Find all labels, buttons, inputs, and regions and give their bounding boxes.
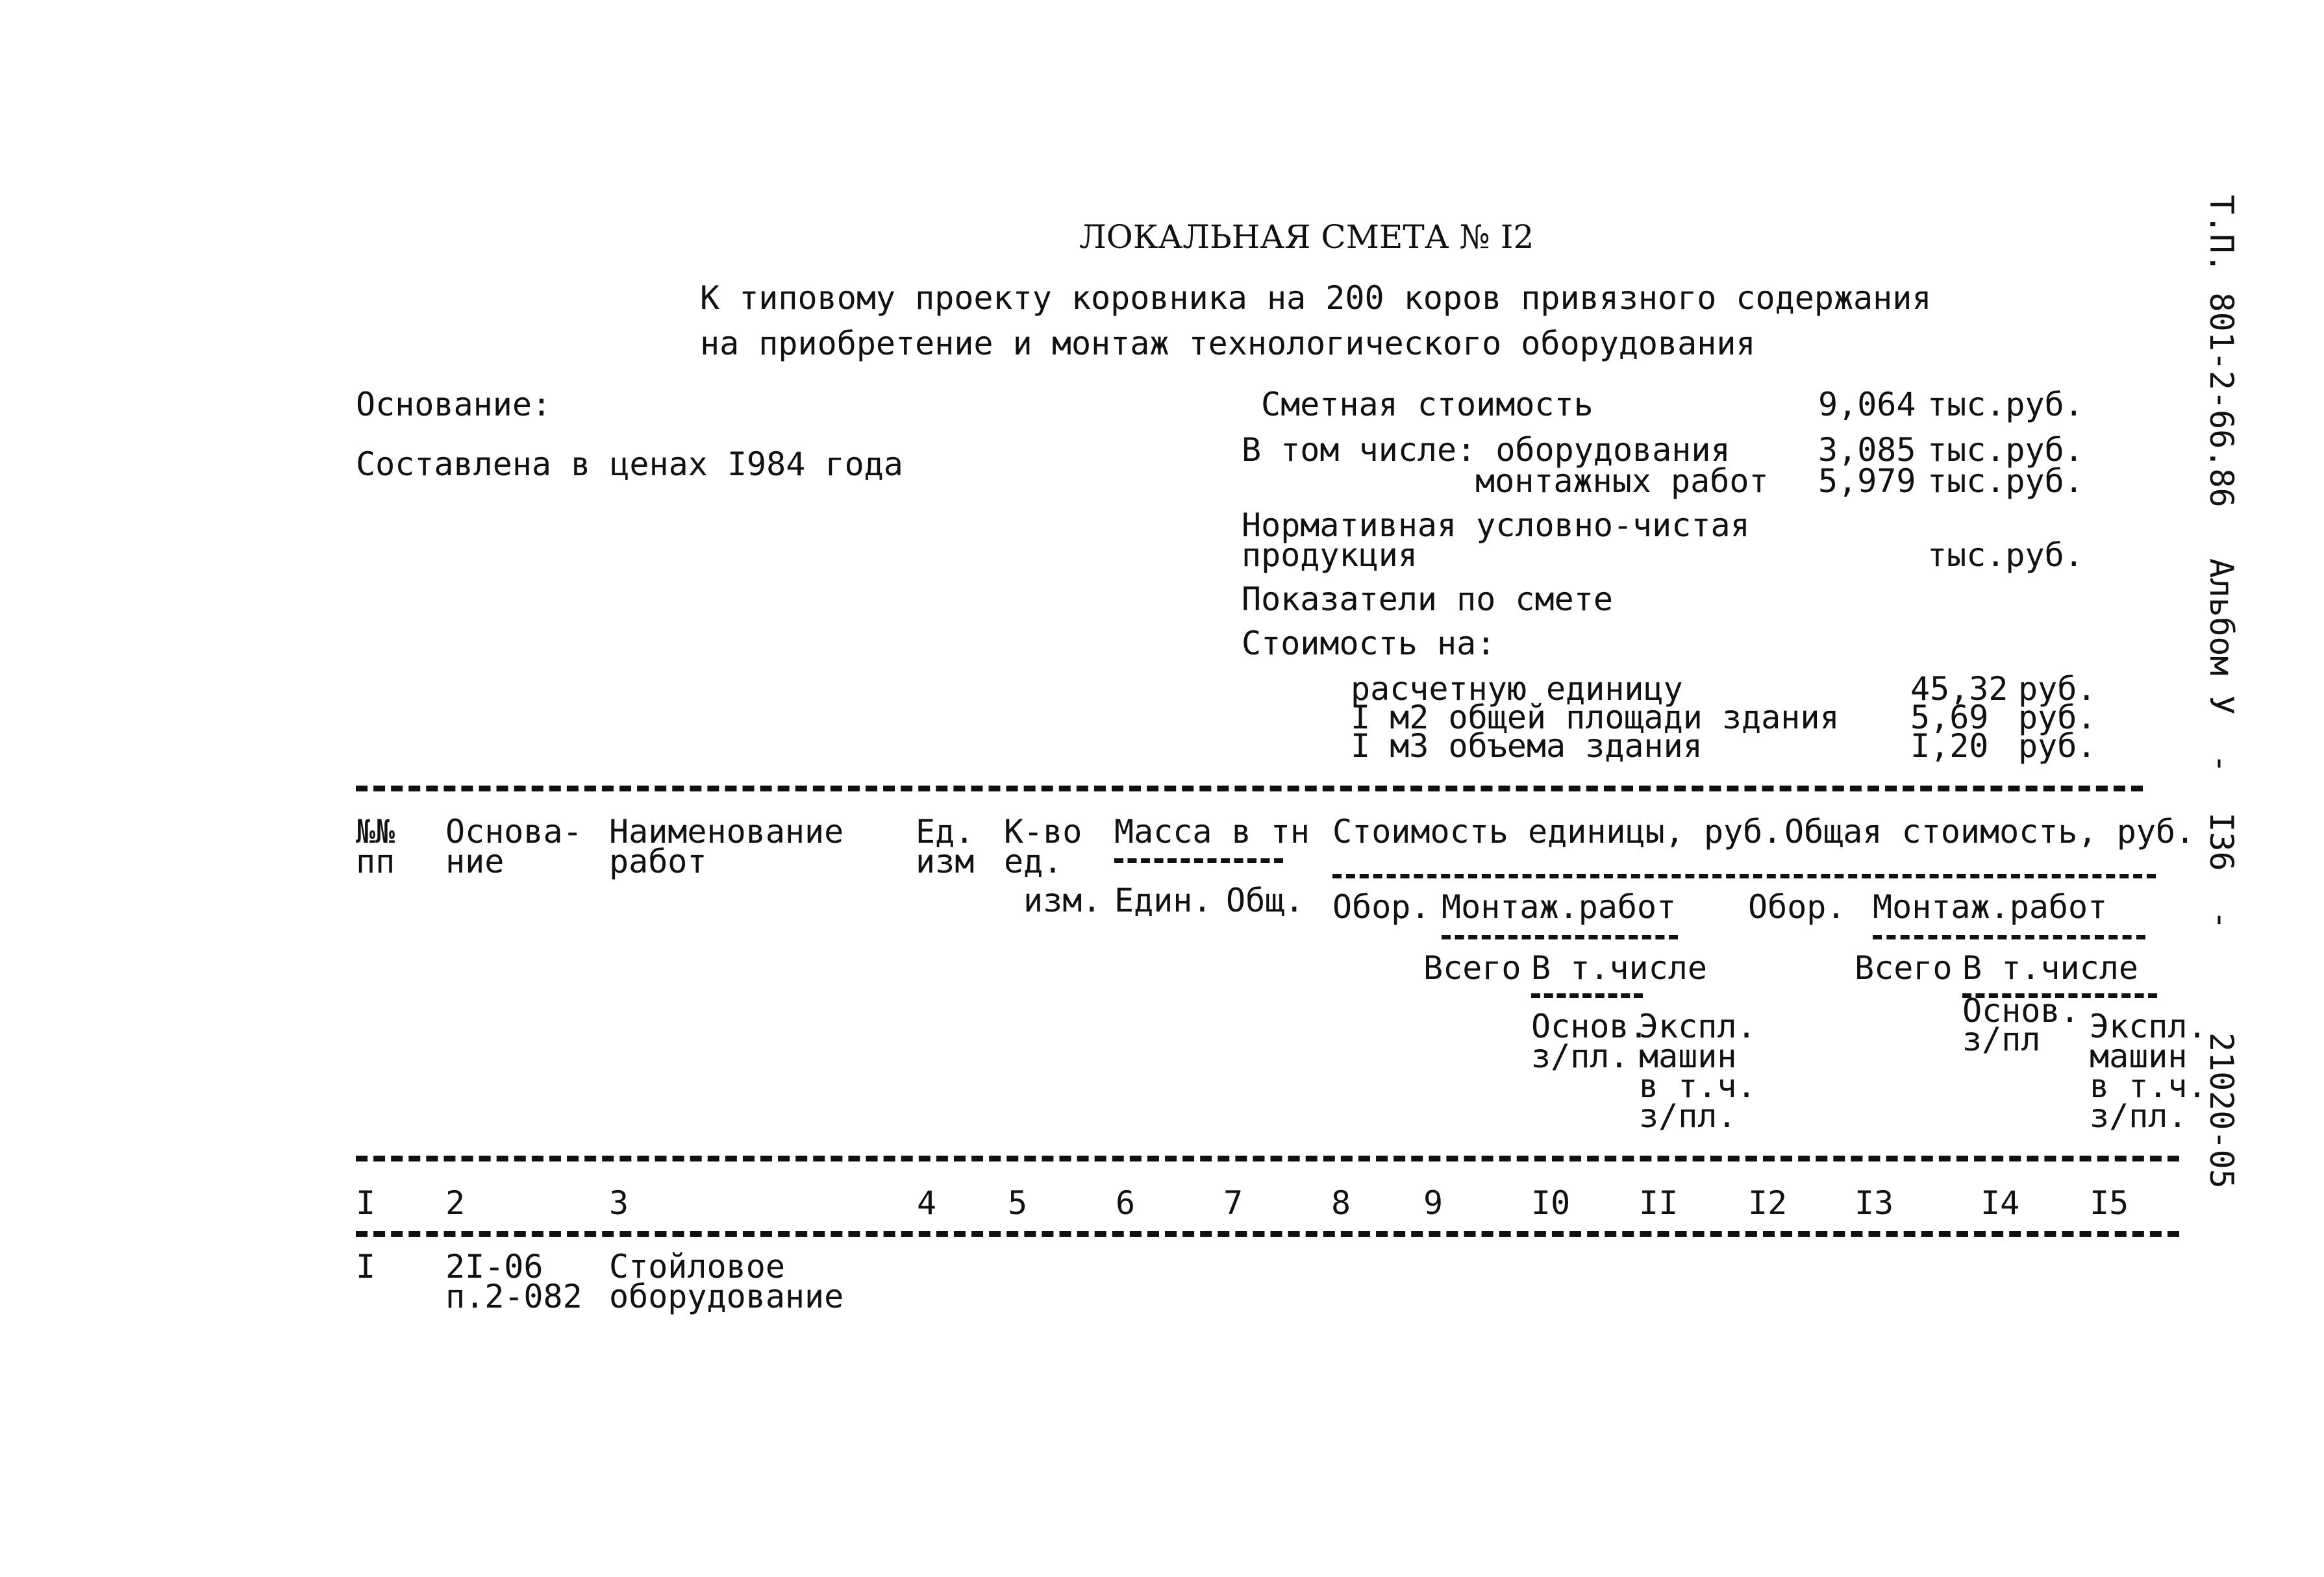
- col-qty-1: К-во: [1004, 813, 1082, 851]
- col-mass-unit: Един.: [1114, 882, 1212, 919]
- indicators-label: Показатели по смете: [1242, 580, 1613, 618]
- unit-machines-1: Экспл.: [1639, 1008, 1756, 1045]
- colnum: 3: [609, 1184, 629, 1222]
- equipment-value: 3,085: [1818, 431, 1916, 469]
- per-m3-value: I,20: [1910, 727, 1989, 765]
- unit-equip: Обор.: [1332, 888, 1431, 926]
- unit-base-wage-1: Основ.: [1531, 1008, 1649, 1045]
- colnum: 6: [1116, 1184, 1136, 1222]
- installation-value: 5,979: [1818, 462, 1916, 500]
- numbers-bottom-rule: [356, 1231, 2179, 1237]
- side-album: Альбом У - I36 -: [2203, 558, 2240, 930]
- unit-incl: В т.числе: [1531, 949, 1707, 987]
- colnum: I5: [2090, 1184, 2129, 1222]
- colnum: II: [1639, 1184, 1679, 1222]
- col-num-1: №№: [356, 813, 395, 851]
- colnum: 9: [1423, 1184, 1443, 1222]
- colnum: 5: [1008, 1184, 1028, 1222]
- side-project-code: Т.П. 801-2-66.86: [2203, 195, 2240, 508]
- col-qty-3: изм.: [1023, 882, 1102, 919]
- unit-machines-3: в т.ч.: [1639, 1067, 1756, 1105]
- col-mass-total: Общ.: [1226, 882, 1305, 919]
- unit-cost-header: Стоимость единицы, руб.: [1332, 813, 1782, 851]
- unit-total: Всего: [1423, 949, 1521, 987]
- total-install: Монтаж.работ: [1873, 888, 2108, 926]
- row-name-2: оборудование: [609, 1278, 844, 1315]
- unit-install-rule: [1442, 935, 1678, 939]
- col-name-1: Наименование: [609, 813, 844, 851]
- row-basis-2: п.2-082: [445, 1278, 582, 1315]
- col-num-2: пп: [356, 843, 395, 880]
- total-base-wage-2: з/пл: [1962, 1021, 2041, 1058]
- subtitle-line-2: на приобретение и монтаж технологического оборудования: [700, 325, 1756, 362]
- colnum: 2: [445, 1184, 466, 1222]
- row-num: I: [356, 1248, 376, 1285]
- normative-label-2: продукция: [1242, 536, 1418, 574]
- col-unit-2: изм: [916, 843, 975, 880]
- colnum: I0: [1531, 1184, 1571, 1222]
- unit-base-wage-2: з/пл.: [1531, 1037, 1629, 1075]
- per-m3-rub: руб.: [2018, 727, 2097, 765]
- subtitle-line-1: К типовому проекту коровника на 200 коров привязного содержания: [700, 279, 1932, 317]
- header-bottom-rule: [356, 1156, 2179, 1161]
- estimated-cost-unit: тыс.руб.: [1927, 386, 2084, 423]
- unit-machines-4: з/пл.: [1639, 1097, 1737, 1135]
- total-machines-3: в т.ч.: [2090, 1067, 2207, 1105]
- per-m2-label: I м2 общей площади здания: [1351, 699, 1840, 736]
- row-name-1: Стойловое: [609, 1248, 785, 1285]
- including-equipment-label: В том числе: оборудования: [1242, 431, 1731, 469]
- equipment-unit: тыс.руб.: [1927, 431, 2084, 469]
- total-equip: Обор.: [1748, 888, 1846, 926]
- colnum: I4: [1980, 1184, 2020, 1222]
- total-cost-header: Общая стоимость, руб.: [1784, 813, 2195, 851]
- per-unit-rub: руб.: [2018, 670, 2097, 708]
- total-base-wage-1: Основ.: [1962, 992, 2080, 1030]
- total-total: Всего: [1855, 949, 1953, 987]
- colnum: 7: [1223, 1184, 1243, 1222]
- side-document-code: 21020-05: [2203, 1032, 2240, 1189]
- per-m2-rub: руб.: [2018, 699, 2097, 736]
- total-incl: В т.числе: [1962, 949, 2138, 987]
- header-top-rule: [356, 786, 2143, 791]
- cost-rule: [1332, 874, 2156, 878]
- col-name-2: работ: [609, 843, 707, 880]
- installation-label: монтажных работ: [1475, 462, 1769, 500]
- col-basis-1: Основа-: [445, 813, 582, 851]
- per-m2-value: 5,69: [1910, 699, 1989, 736]
- total-machines-2: машин: [2090, 1037, 2188, 1075]
- colnum: I3: [1855, 1184, 1894, 1222]
- colnum: I2: [1748, 1184, 1788, 1222]
- normative-label-1: Нормативная условно-чистая: [1242, 506, 1750, 544]
- total-machines-1: Экспл.: [2090, 1008, 2207, 1045]
- cost-per-label: Стоимость на:: [1242, 625, 1496, 662]
- normative-unit: тыс.руб.: [1927, 536, 2084, 574]
- mass-rule: [1114, 858, 1283, 863]
- per-unit-value: 45,32: [1910, 670, 2008, 708]
- unit-incl-rule: [1531, 993, 1643, 998]
- document-title: ЛОКАЛЬНАЯ СМЕТА № I2: [1079, 218, 1534, 256]
- per-unit-label: расчетную единицу: [1351, 670, 1683, 708]
- installation-unit: тыс.руб.: [1927, 462, 2084, 500]
- col-mass: Масса в тн: [1114, 813, 1310, 851]
- row-basis-1: 2I-06: [445, 1248, 544, 1285]
- colnum: 8: [1331, 1184, 1351, 1222]
- estimated-cost-value: 9,064: [1818, 386, 1916, 423]
- colnum: I: [356, 1184, 376, 1222]
- per-m3-label: I м3 объема здания: [1351, 727, 1703, 765]
- col-qty-2: ед.: [1004, 843, 1063, 880]
- colnum: 4: [917, 1184, 937, 1222]
- prices-note: Составлена в ценах I984 года: [356, 445, 903, 483]
- estimated-cost-label: Сметная стоимость: [1261, 386, 1593, 423]
- unit-machines-2: машин: [1639, 1037, 1737, 1075]
- total-install-rule: [1873, 935, 2145, 939]
- col-unit-1: Ед.: [916, 813, 975, 851]
- unit-install: Монтаж.работ: [1442, 888, 1677, 926]
- total-machines-4: з/пл.: [2090, 1097, 2188, 1135]
- col-basis-2: ние: [445, 843, 505, 880]
- basis-label: Основание:: [356, 386, 552, 423]
